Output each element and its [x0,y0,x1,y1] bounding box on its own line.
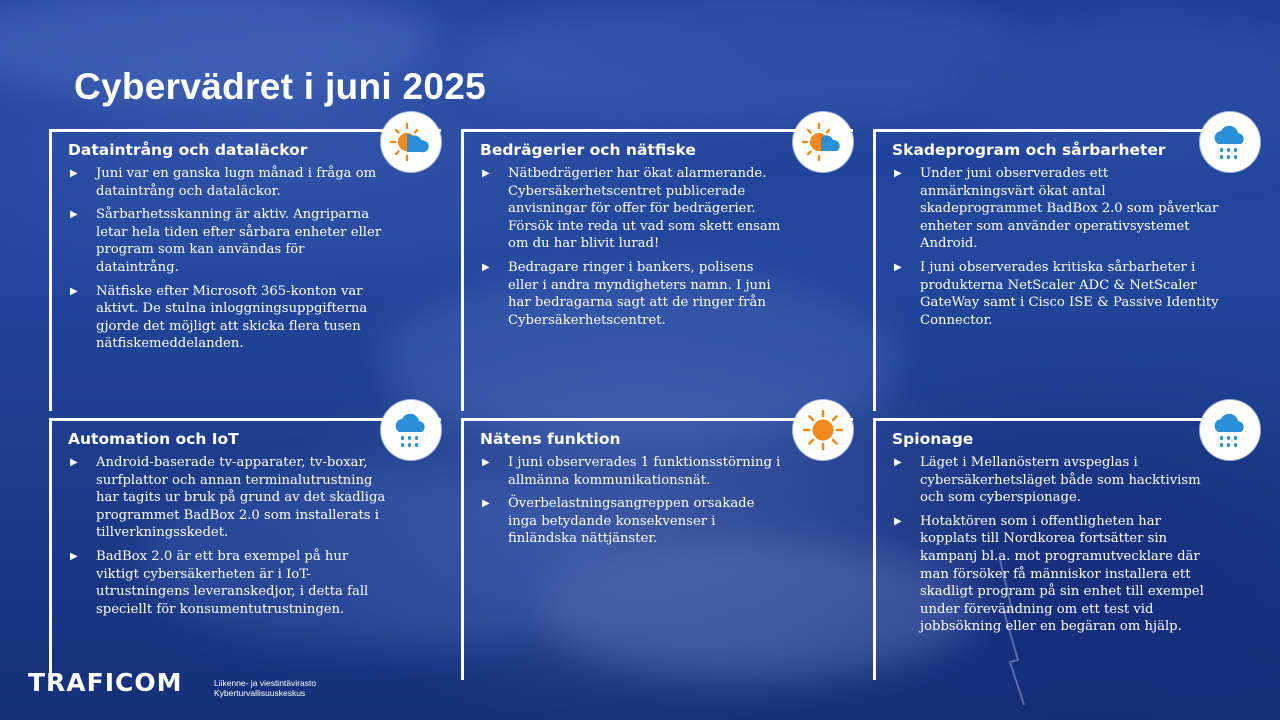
list-item: ▶ Hotaktören som i offentligheten har kopplats till Nordkorea fortsätter sin kampanj bl.a. mot programutvecklare där man försöker få människor installera ett skadligt program på sin enhet till exempel under förevändning om ett test vid jobbsökning eller en begäran om hjälp. [894,513,1204,635]
bullet-arrow-icon: ▶ [894,515,902,527]
rain-cloud-icon [1200,400,1260,460]
rain-cloud-icon [1200,112,1260,172]
bullet-list [480,165,786,335]
panel-natens-funktion [461,418,853,680]
list-item: ▶ I juni observerades 1 funktionsstörning i allmänna kommunikationsnät. [482,455,781,488]
panel-spionage [873,418,1243,680]
slide-title: Cybervädret i juni 2025 [74,66,487,107]
logo-subtitle: Liikenne- ja viestintävirasto Kyberturvallisuuskeskus [214,678,317,698]
sun-cloud-icon [381,112,441,172]
bullet-arrow-icon: ▶ [70,550,78,562]
bullet-arrow-icon: ▶ [894,261,902,273]
list-item: ▶ Sårbarhetsskanning är aktiv. Angriparna letar hela tiden efter sårbara enheter eller program som kan användas för dataintrång. [70,207,382,275]
bullet-arrow-icon: ▶ [482,261,490,273]
list-item: ▶ Läget i Mellanöstern avspeglas i cybersäkerhetsläget både som hacktivism och som cyberspionage. [894,455,1201,506]
panel-skadeprogram [873,129,1243,411]
bullet-arrow-icon: ▶ [70,168,78,179]
bullet-arrow-icon: ▶ [70,457,78,468]
panel-dataintrang [49,129,441,411]
list-item: ▶ Bedragare ringer i bankers, polisens eller i andra myndigheters namn. I juni har bedragarna sagt att de ringer från Cybersäkerhetscentret. [482,259,771,328]
list-item: ▶ Nätbedrägerier har ökat alarmerande. Cybersäkerhetscentret publicerade anvisningar för offer för bedrägerier. Försök inte reda ut vad som skett ensam om du har blivit lurad! [482,166,781,252]
list-item: ▶ I juni observerades kritiska sårbarheter i produkterna NetScaler ADC & NetScaler GateWay samt i Cisco ISE & Passive Identity Connector. [894,259,1219,328]
panel-automation [49,418,441,680]
bullet-list [892,165,1222,335]
bullet-arrow-icon: ▶ [482,498,490,510]
panel-heading: Spionage [892,430,974,448]
logo-wordmark: TRAFICOM [28,668,183,697]
bullet-list [68,454,388,624]
bullet-arrow-icon: ▶ [482,457,490,468]
list-item: ▶ BadBox 2.0 är ett bra exempel på hur viktigt cybersäkerheten är i IoT-utrustningens leveranskedjor, i detta fall speciellt för konsumentutrustningen. [70,548,369,617]
bullet-arrow-icon: ▶ [70,209,78,221]
sun-cloud-icon [793,112,853,172]
sun-icon [793,400,853,460]
traficom-logo [28,668,317,698]
panel-bedragerier [461,129,853,411]
bullet-list [480,454,786,554]
list-item: ▶ Under juni observerades ett anmärkningsvärt ökat antal skadeprogrammet BadBox 2.0 som påverkar enheter som använder operativsystemet Android. [894,166,1219,252]
panel-heading: Bedrägerier och nätfiske [480,141,696,159]
panel-heading: Skadeprogram och sårbarheter [892,141,1166,159]
panel-heading: Nätens funktion [480,430,621,448]
bullet-arrow-icon: ▶ [894,168,902,179]
bullet-arrow-icon: ▶ [70,285,78,297]
bullet-list [68,165,388,359]
list-item: ▶ Överbelastningsangreppen orsakade inga betydande konsekvenser i finländska nättjänster. [482,496,755,547]
bullet-arrow-icon: ▶ [482,168,490,179]
bullet-arrow-icon: ▶ [894,457,902,468]
list-item: ▶ Juni var en ganska lugn månad i fråga om dataintrång och dataläckor. [70,166,377,199]
bullet-list [892,454,1222,642]
panel-heading: Dataintrång och dataläckor [68,141,308,159]
panel-heading: Automation och IoT [68,430,239,448]
list-item: ▶ Android-baserade tv-apparater, tv-boxar, surfplattor och annan terminalutrustning har tagits ur bruk på grund av det skadliga programmet BadBox 2.0 som installerats i tillverkningsskedet. [70,455,386,541]
rain-cloud-icon [381,400,441,460]
list-item: ▶ Nätfiske efter Microsoft 365-konton var aktivt. De stulna inloggningsuppgifterna gjorde det möjligt att skicka flera tusen nätfiskemeddelanden. [70,283,368,352]
